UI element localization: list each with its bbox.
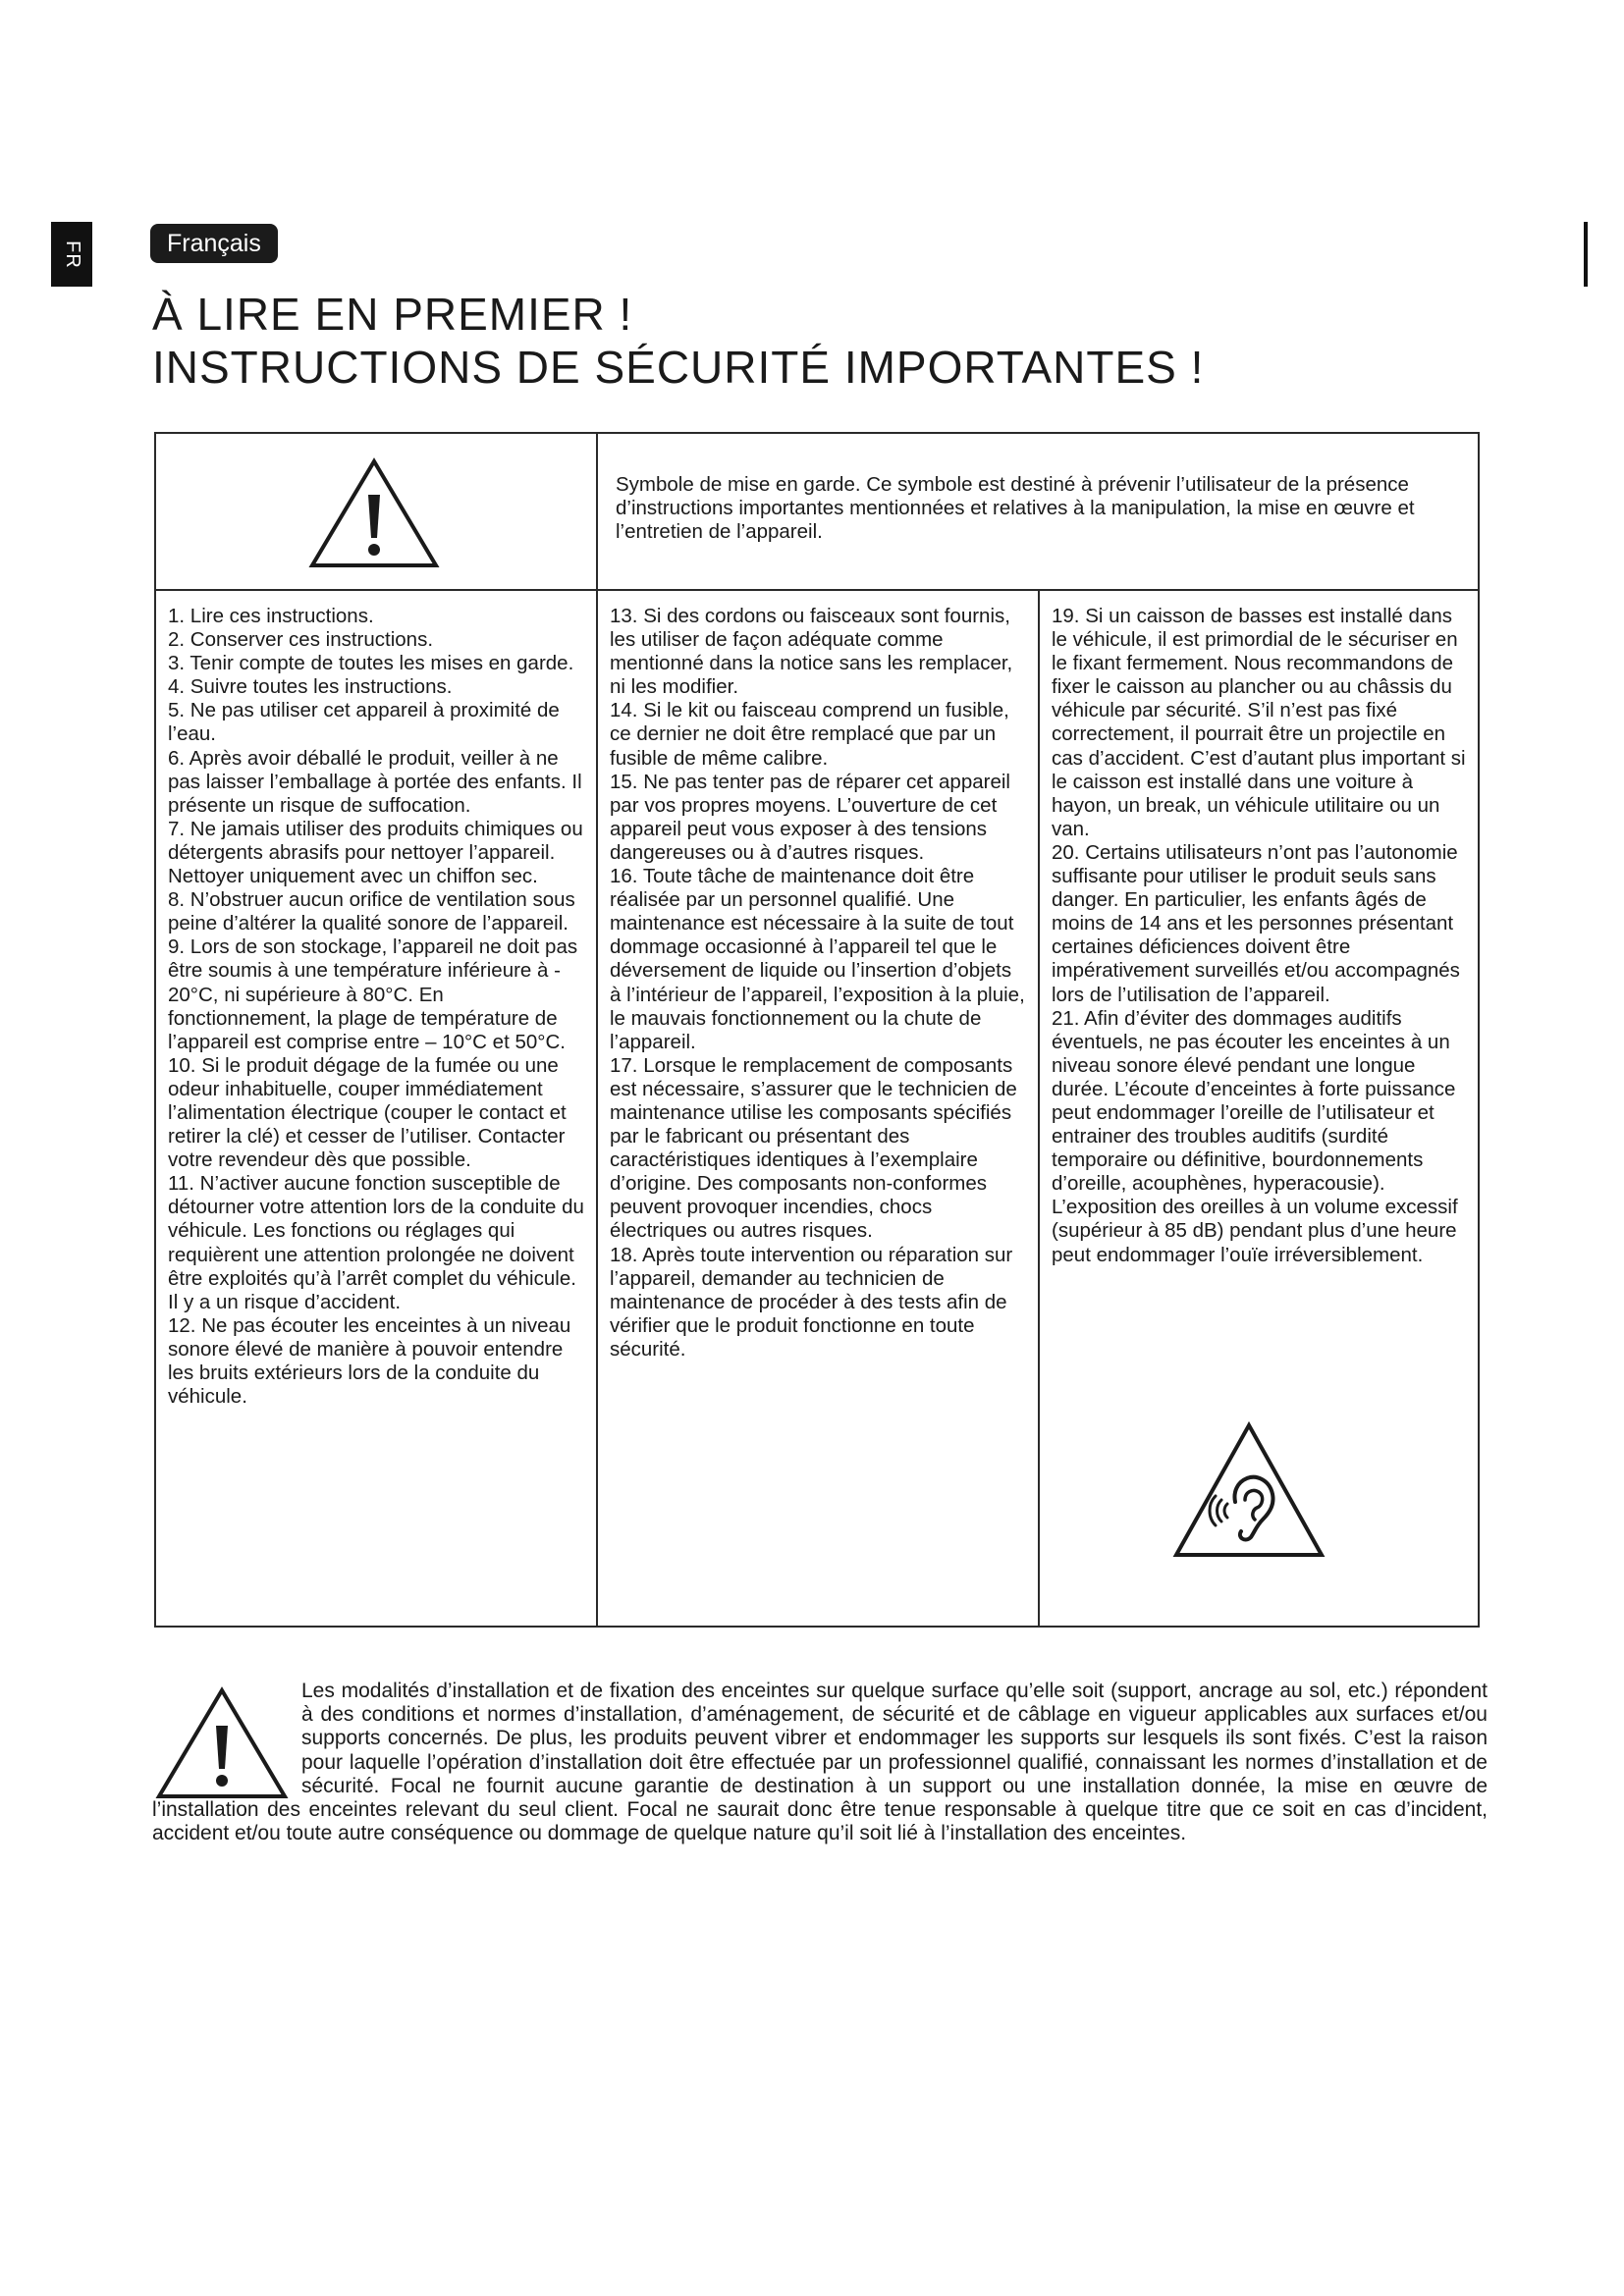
instruction-item: 11. N’activer aucune fonction susceptible de détourner votre attention lors de la conduite du véhicule. Les fonctions ou réglages qui requièrent une attention prolongée ne doivent être exploités qu’à l’arrêt complet du véhicule. Il y a un risque d’accident.	[168, 1172, 584, 1313]
page-title	[152, 288, 1204, 394]
language-badge: Français	[150, 224, 278, 263]
instruction-item: 21. Afin d’éviter des dommages auditifs éventuels, ne pas écouter les enceintes à un niveau sonore élevé pendant une longue durée. L’écoute d’enceintes à forte puissance peut endommager l’oreille de l’utilisateur et entrainer des troubles auditifs (surdité temporaire ou définitive, bourdonnements d’oreille, acouphènes, hyperacousie).	[1052, 1006, 1456, 1196]
instructions-column-3	[1040, 589, 1478, 1628]
icon-spacer	[152, 1680, 301, 1797]
instruction-item: 19. Si un caisson de basses est installé dans le véhicule, il est primordial de le sécuriser en le fixant fermement. Nous recommandons de fixer le caisson au plancher ou au châssis du véhicule par sécurité. S’il n’est pas fixé correctement, il pourrait être un projectile en cas d’accident. C’est d’autant plus important si le caisson est installé dans une voiture à hayon, un break, un véhicule utilitaire ou un van.	[1052, 605, 1466, 840]
instruction-item: 12. Ne pas écouter les enceintes à un niveau sonore élevé de manière à pouvoir entendre les bruits extérieurs lors de la conduite du véhicule.	[168, 1313, 571, 1409]
instructions-row	[156, 589, 1478, 1628]
instruction-item: 20. Certains utilisateurs n’ont pas l’autonomie suffisante pour utiliser le produit seuls sans danger. En particulier, les enfants âgés de moins de 14 ans et les personnes présentant certaines déficiences doivent être impérativement surveillés et/ou accompagnés lors de l’utilisation de l’appareil.	[1052, 840, 1460, 1006]
instruction-item: 16. Toute tâche de maintenance doit être réalisée par un personnel qualifié. Une maintenance est nécessaire à la suite de tout dommage occasionné à l’appareil tel que le déversement de liquide ou l’insertion d’objets à l’intérieur de l’appareil, l’exposition à la pluie, le mauvais fonctionnement ou la chute de l’appareil.	[610, 865, 1025, 1053]
instruction-item: 8. N’obstruer aucun orifice de ventilation sous peine d’altérer la qualité sonore de l’appareil.	[168, 888, 575, 935]
warning-triangle-icon	[308, 457, 440, 569]
hearing-warning-icon	[1172, 1421, 1326, 1559]
instruction-item: 15. Ne pas tenter pas de réparer cet appareil par vos propres moyens. L’ouverture de cet appareil peut vous exposer à des tensions dangereuses ou à d’autres risques.	[610, 770, 1010, 864]
warning-symbol-description: Symbole de mise en garde. Ce symbole est destiné à prévenir l’utilisateur de la présence d’instructions importantes mentionnées et relatives à la manipulation, la mise en œuvre et l’entretien de l’appareil.	[616, 473, 1415, 543]
instruction-item: 3. Tenir compte de toutes les mises en garde.	[168, 652, 574, 675]
instruction-item: 4. Suivre toutes les instructions.	[168, 675, 453, 699]
instruction-item: L’exposition des oreilles à un volume excessif (supérieur à 85 dB) pendant plus d’une heure peut endommager l’ouïe irréversiblement.	[1052, 1196, 1458, 1266]
instruction-item: 14. Si le kit ou faisceau comprend un fusible, ce dernier ne doit être remplacé que par un fusible de même calibre.	[610, 699, 1009, 770]
safety-instructions-table	[154, 432, 1480, 1628]
instruction-item: 18. Après toute intervention ou réparation sur l’appareil, demander au technicien de maintenance de procéder à des tests afin de vérifier que le produit fonctionne en toute sécurité.	[610, 1243, 1013, 1361]
warning-symbol-row	[156, 434, 1478, 591]
title-line-2: INSTRUCTIONS DE SÉCURITÉ IMPORTANTES !	[152, 342, 1205, 393]
instructions-column-1	[156, 589, 598, 1628]
instruction-item: 9. Lors de son stockage, l’appareil ne doit pas être soumis à une température inférieure à - 20°C, ni supérieure à 80°C. En fonctionnement, la plage de température de l’appareil est comprise entre – 10°C et 50°C.	[168, 935, 578, 1053]
instruction-item: 1. Lire ces instructions.	[168, 605, 374, 627]
instruction-item: 10. Si le produit dégage de la fumée ou une odeur inhabituelle, couper immédiatement l’alimentation électrique (couper le contact et retirer la clé) et cesser de l’utiliser. Contacter votre revendeur dès que possible.	[168, 1053, 567, 1172]
instruction-item: 6. Après avoir déballé le produit, veiller à ne pas laisser l’emballage à portée des enfants. Il présente un risque de suffocation.	[168, 746, 582, 817]
installation-disclaimer-text: Les modalités d’installation et de fixation des enceintes sur quelque surface qu’elle soit (support, ancrage au sol, etc.) répondent à des conditions et normes d’installation, d’aménagement, de sécurité et de câblage en vigueur applicables aux surfaces et/ou supports concernés. De plus, les produits peuvent vibrer et endommager les supports sur lesquels ils sont fixés. C’est la raison pour laquelle l’opération d’installation doit être effectuée par un professionnel qualifié, connaissant les normes d’installation et de sécurité. Focal ne fournit aucune garantie de destination à un support ou une installation donnée, la mise en œuvre de l’installation des enceintes relevant du seul client. Focal ne saurait donc être tenue responsable à quelque titre que ce soit en cas d’incident, accident et/ou toute autre conséquence ou dommage de quelque nature qu’il soit lié à l’installation des enceintes.	[152, 1680, 1488, 1845]
instruction-item: 17. Lorsque le remplacement de composants est nécessaire, s’assurer que le technicien de maintenance utilise les composants spécifiés par le fabricant ou présentant des caractéristiques identiques à l’exemplaire d’origine. Des composants non-conformes peuvent provoquer incendies, chocs électriques ou autres risques.	[610, 1053, 1017, 1243]
warning-symbol-cell	[156, 434, 598, 589]
page-edge-marker	[1584, 222, 1588, 287]
title-line-1: À LIRE EN PREMIER !	[152, 289, 633, 340]
instruction-item: 7. Ne jamais utiliser des produits chimiques ou détergents abrasifs pour nettoyer l’appareil. Nettoyer uniquement avec un chiffon sec.	[168, 817, 583, 888]
side-tab-label: FR	[61, 240, 83, 269]
installation-disclaimer	[152, 1680, 1488, 1845]
instruction-item: 2. Conserver ces instructions.	[168, 628, 434, 652]
instruction-item: 5. Ne pas utiliser cet appareil à proximité de l’eau.	[168, 699, 560, 746]
instructions-column-2	[598, 589, 1040, 1628]
instruction-item: 13. Si des cordons ou faisceaux sont fournis, les utiliser de façon adéquate comme mentionné dans la notice sans les remplacer, ni les modifier.	[610, 605, 1013, 699]
language-side-tab	[51, 222, 92, 287]
